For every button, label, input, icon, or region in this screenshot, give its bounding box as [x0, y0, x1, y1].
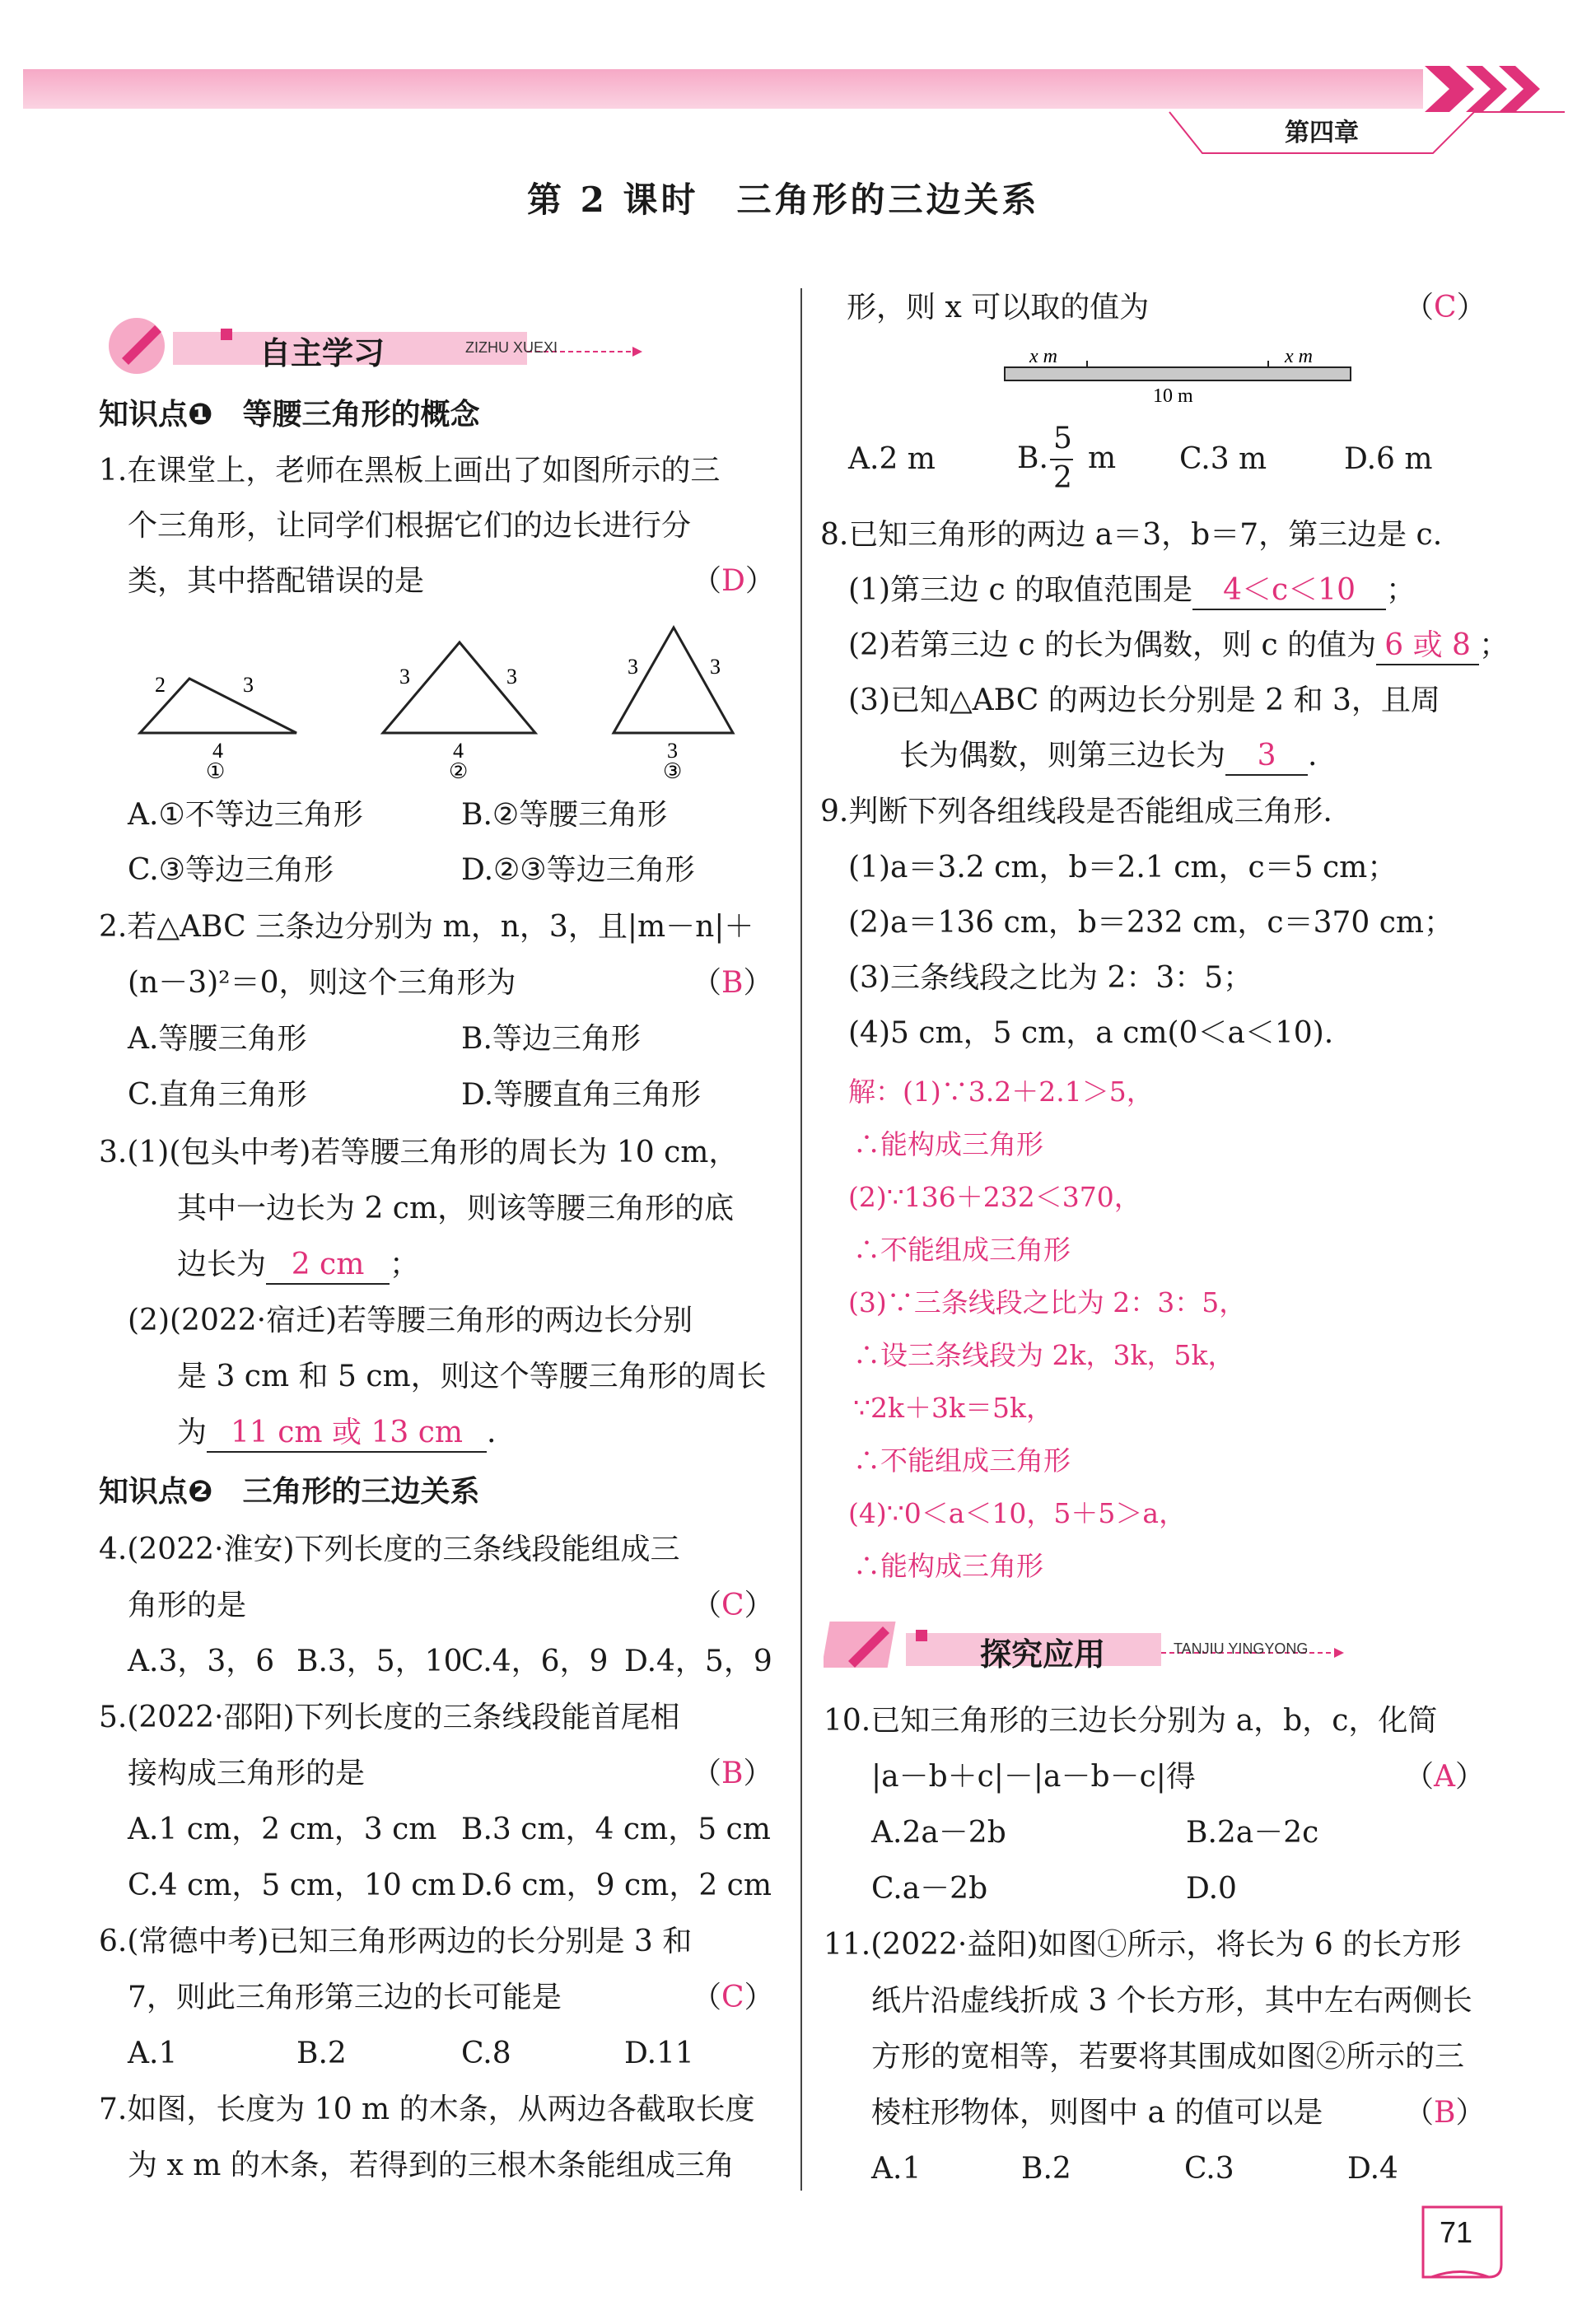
q8-part2-answer: 6 或 8: [1376, 628, 1479, 665]
q11-option-a: A.1: [871, 2152, 922, 2186]
q2-option-c: C.直角三角形: [128, 1078, 307, 1112]
q9-part1: (1)a＝3.2 cm，b＝2.1 cm，c＝5 cm；: [848, 851, 1398, 884]
q9-solution-line: (3)∵三条线段之比为 2：3：5，: [848, 1286, 1247, 1318]
q3-p1-line3: 边长为 2 cm ；: [177, 1247, 419, 1285]
t3-label: ③: [663, 759, 683, 784]
t1-side-c: 4: [212, 739, 223, 763]
q4-option-c: C.4，6，9: [461, 1645, 609, 1678]
q3-p1-answer: 2 cm: [266, 1247, 390, 1285]
t2-side-a: 3: [399, 665, 410, 688]
q6-option-c: C.8: [461, 2037, 511, 2070]
q11-line3: 方形的宽相等，若要将其围成如图②所示的三: [871, 2040, 1465, 2074]
knowledge-point-1: 知识点❶ 等腰三角形的概念: [99, 398, 480, 432]
q1-answer: （D）: [692, 564, 775, 598]
q4-option-d: D.4，5，9: [624, 1645, 772, 1678]
q1-option-c: C.③等边三角形: [128, 853, 334, 887]
q1-line3: 类，其中搭配错误的是: [128, 564, 425, 598]
q7-stick-figure: [988, 338, 1367, 412]
q7-line2: 为 x m 的木条，若得到的三根木条能组成三角: [128, 2149, 735, 2182]
q9-solution-line: ∵2k＋3k＝5k，: [853, 1392, 1053, 1424]
q11-line1: 11.(2022·益阳)如图①所示，将长为 6 的长方形: [824, 1928, 1462, 1962]
q10-line1: 10.已知三角形的三边长分别为 a，b，c，化简: [824, 1704, 1438, 1738]
q4-option-a: A.3，3，6: [128, 1645, 275, 1678]
section-title-tanjiu: 探究应用: [980, 1636, 1106, 1673]
q6-line2: 7，则此三角形第三边的长可能是: [128, 1981, 562, 2014]
q3-p2-line2: 是 3 cm 和 5 cm，则这个等腰三角形的周长: [177, 1360, 767, 1393]
triangle-3: [614, 628, 733, 733]
q7-option-d: D.6 m: [1344, 442, 1433, 476]
q5-option-a: A.1 cm，2 cm，3 cm: [128, 1813, 437, 1846]
q7-answer: （C）: [1404, 291, 1486, 324]
q8-part3-answer: 3: [1225, 738, 1308, 776]
q5-answer: （B）: [692, 1757, 773, 1790]
t3-side-c: 3: [667, 739, 678, 763]
column-divider: [800, 288, 802, 2191]
q5-line2: 接构成三角形的是: [128, 1757, 366, 1790]
q4-line1: 4.(2022·淮安)下列长度的三条线段能组成三: [99, 1533, 680, 1566]
q11-option-c: C.3: [1184, 2152, 1234, 2186]
q2-option-b: B.等边三角形: [461, 1022, 641, 1056]
q11-option-d: D.4: [1347, 2152, 1398, 2186]
q6-line1: 6.(常德中考)已知三角形两边的长分别是 3 和: [99, 1925, 693, 1958]
q3-p1-line2: 其中一边长为 2 cm，则该等腰三角形的底: [177, 1192, 735, 1225]
q10-option-a: A.2a－2b: [871, 1816, 1006, 1850]
q1-line2: 个三角形，让同学们根据它们的边长进行分: [128, 509, 692, 543]
q10-answer: （A）: [1404, 1760, 1486, 1794]
q5-line1: 5.(2022·邵阳)下列长度的三条线段能首尾相: [99, 1701, 680, 1734]
q9-solution-line: ∴能构成三角形: [853, 1550, 1043, 1582]
q7-line3: 形，则 x 可以取的值为: [847, 291, 1150, 324]
q8-part3-line2: 长为偶数，则第三边长为 3 .: [899, 738, 1317, 776]
q8-part1-answer: 4＜c＜10: [1192, 572, 1386, 610]
q10-option-d: D.0: [1186, 1872, 1237, 1906]
q7-line1: 7.如图，长度为 10 m 的木条，从两边各截取长度: [99, 2093, 755, 2126]
q9-part2: (2)a＝136 cm，b＝232 cm，c＝370 cm；: [848, 906, 1454, 940]
knowledge-point-2: 知识点❷ 三角形的三边关系: [99, 1475, 480, 1509]
q3-p2-answer: 11 cm 或 13 cm: [207, 1415, 487, 1453]
t2-side-c: 4: [453, 739, 464, 763]
q7-option-c: C.3 m: [1179, 442, 1267, 476]
q9-solution-line: ∴设三条线段为 2k，3k，5k，: [853, 1339, 1235, 1371]
q2-line2: (n－3)²＝0，则这个三角形为: [128, 966, 516, 1000]
q9-solution-line: ∴不能组成三角形: [853, 1234, 1071, 1266]
t3-side-a: 3: [628, 655, 638, 679]
section-title-zizhu: 自主学习: [259, 335, 385, 371]
t3-side-b: 3: [710, 655, 721, 679]
q8-part2: (2)若第三边 c 的长为偶数，则 c 的值为 6 或 8 ；: [848, 628, 1509, 665]
q9-part3: (3)三条线段之比为 2：3：5；: [848, 961, 1253, 995]
q8-part1: (1)第三边 c 的取值范围是 4＜c＜10 ；: [848, 572, 1416, 610]
q2-option-d: D.等腰直角三角形: [461, 1078, 702, 1112]
q3-p2-line3: 为 11 cm 或 13 cm .: [177, 1415, 496, 1453]
q9-part4: (4)5 cm，5 cm，a cm(0＜a＜10).: [848, 1016, 1334, 1050]
q11-option-b: B.2: [1021, 2152, 1071, 2186]
q4-answer: （C）: [692, 1589, 774, 1622]
q9-solution-line: ∴能构成三角形: [853, 1128, 1043, 1160]
q5-option-c: C.4 cm，5 cm，10 cm: [128, 1869, 456, 1902]
q7-left-label: x m: [1029, 346, 1057, 367]
q7-right-label: x m: [1285, 346, 1313, 367]
q1-line1: 1.在课堂上，老师在黑板上画出了如图所示的三: [99, 454, 721, 488]
q5-option-b: B.3 cm，4 cm，5 cm: [461, 1813, 771, 1846]
q4-option-b: B.3，5，10: [296, 1645, 463, 1678]
q9-solution-line: ∴不能组成三角形: [853, 1444, 1071, 1477]
q4-line2: 角形的是: [128, 1589, 247, 1622]
q2-option-a: A.等腰三角形: [128, 1022, 307, 1056]
t2-side-b: 3: [506, 665, 517, 688]
q8-part3-line1: (3)已知△ABC 的两边长分别是 2 和 3，且周: [848, 684, 1440, 717]
q1-option-b: B.②等腰三角形: [461, 798, 668, 832]
q11-line4: 棱柱形物体，则图中 a 的值可以是: [871, 2096, 1323, 2130]
q10-option-c: C.a－2b: [871, 1872, 988, 1906]
t1-side-a: 2: [155, 673, 166, 697]
q6-option-d: D.11: [624, 2037, 694, 2070]
q6-answer: （C）: [692, 1981, 774, 2014]
q3-p2-line1: (2)(2022·宿迁)若等腰三角形的两边长分别: [128, 1304, 693, 1337]
q10-option-b: B.2a－2c: [1186, 1816, 1319, 1850]
q1-option-a: A.①不等边三角形: [128, 798, 363, 832]
q2-answer: （B）: [692, 966, 773, 1000]
q10-line2: |a－b＋c|－|a－b－c|得: [871, 1760, 1196, 1794]
q9-solution-line: (4)∵0＜a＜10，5＋5＞a，: [848, 1497, 1187, 1529]
t1-label: ①: [206, 759, 226, 784]
q9-solution-line: 解：(1)∵3.2＋2.1＞5，: [848, 1076, 1154, 1108]
q7-option-a: A.2 m: [848, 442, 936, 476]
q11-line2: 纸片沿虚线折成 3 个长方形，其中左右两侧长: [871, 1984, 1472, 2018]
q7-total-label: 10 m: [1153, 385, 1193, 407]
q6-option-b: B.2: [296, 2037, 347, 2070]
q9-solution-line: (2)∵136＋232＜370，: [848, 1181, 1141, 1213]
q1-option-d: D.②③等边三角形: [461, 853, 695, 887]
page-number: 71: [1440, 2215, 1473, 2249]
q6-option-a: A.1: [128, 2037, 178, 2070]
t2-label: ②: [449, 759, 469, 784]
q11-answer: （B）: [1404, 2096, 1486, 2130]
lesson-title: 第 2 课时 三角形的三边关系: [527, 180, 1040, 220]
q3-p1-line1: 3.(1)(包头中考)若等腰三角形的周长为 10 cm，: [99, 1136, 739, 1169]
section-sub-tanjiu: TANJIU YINGYONG: [1174, 1640, 1309, 1657]
chapter-label: 第四章: [1285, 119, 1359, 147]
q8-line1: 8.已知三角形的两边 a＝3，b＝7，第三边是 c.: [820, 518, 1443, 552]
q1-triangles-figure: [124, 609, 766, 791]
q5-option-d: D.6 cm，9 cm，2 cm: [461, 1869, 772, 1902]
q9-line1: 9.判断下列各组线段是否能组成三角形.: [820, 795, 1332, 828]
q2-line1: 2.若△ABC 三条边分别为 m，n，3，且|m－n|＋: [99, 910, 754, 944]
section-sub-zizhu: ZIZHU XUEXI: [465, 339, 558, 356]
t1-side-b: 3: [243, 673, 254, 697]
